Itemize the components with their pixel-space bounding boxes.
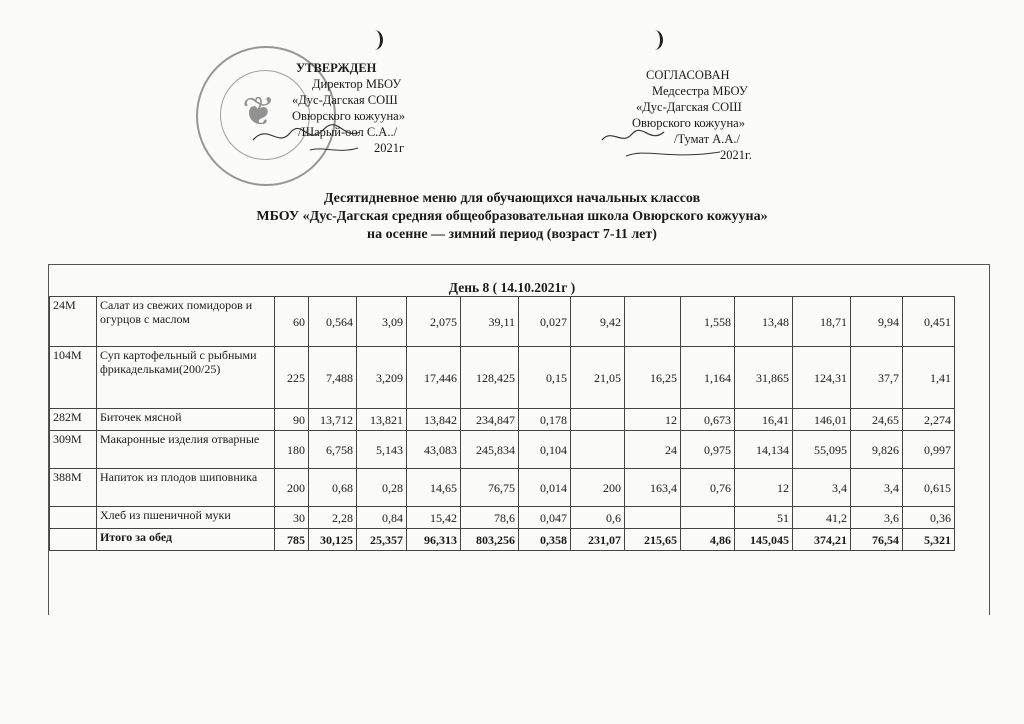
- value-cell: 76,75: [461, 469, 519, 507]
- value-cell: 231,07: [571, 529, 625, 551]
- value-cell: 18,71: [793, 297, 851, 347]
- value-cell: 90: [275, 409, 309, 431]
- value-cell: 78,6: [461, 507, 519, 529]
- value-cell: 13,821: [357, 409, 407, 431]
- dish-name: Итого за обед: [97, 529, 275, 551]
- nurse-signature: [598, 122, 728, 166]
- title-line2: МБОУ «Дус-Дагская средняя общеобразовательная школа Овюрского кожууна»: [256, 209, 768, 224]
- value-cell: 7,488: [309, 347, 357, 409]
- value-cell: 1,164: [681, 347, 735, 409]
- value-cell: [625, 507, 681, 529]
- value-cell: 0,178: [519, 409, 571, 431]
- value-cell: 234,847: [461, 409, 519, 431]
- value-cell: 0,615: [903, 469, 955, 507]
- value-cell: 0,975: [681, 431, 735, 469]
- dish-name: Салат из свежих помидоров и огурцов с маслом: [97, 297, 275, 347]
- value-cell: 245,834: [461, 431, 519, 469]
- value-cell: 17,446: [407, 347, 461, 409]
- value-cell: [625, 297, 681, 347]
- value-cell: 37,7: [851, 347, 903, 409]
- agreement-name: /Тумат А.А./: [674, 132, 740, 146]
- value-cell: 0,027: [519, 297, 571, 347]
- agreement-org-line2: Овюрского кожууна»: [632, 116, 745, 130]
- value-cell: 0,673: [681, 409, 735, 431]
- value-cell: 51: [735, 507, 793, 529]
- value-cell: 24,65: [851, 409, 903, 431]
- value-cell: 0,84: [357, 507, 407, 529]
- value-cell: 39,11: [461, 297, 519, 347]
- value-cell: 200: [571, 469, 625, 507]
- value-cell: 9,826: [851, 431, 903, 469]
- value-cell: 9,94: [851, 297, 903, 347]
- table-row: [50, 469, 955, 507]
- value-cell: 3,209: [357, 347, 407, 409]
- value-cell: 5,143: [357, 431, 407, 469]
- value-cell: 96,313: [407, 529, 461, 551]
- value-cell: 30,125: [309, 529, 357, 551]
- value-cell: 3,4: [851, 469, 903, 507]
- value-cell: 146,01: [793, 409, 851, 431]
- official-stamp: ❦: [196, 46, 336, 186]
- value-cell: 9,42: [571, 297, 625, 347]
- value-cell: 180: [275, 431, 309, 469]
- day-heading: День 8 ( 14.10.2021г ): [448, 280, 576, 295]
- director-signature: [248, 118, 368, 158]
- value-cell: 5,321: [903, 529, 955, 551]
- approval-position: Директор МБОУ: [312, 77, 402, 91]
- value-cell: 215,65: [625, 529, 681, 551]
- value-cell: 1,558: [681, 297, 735, 347]
- value-cell: 0,997: [903, 431, 955, 469]
- value-cell: 41,2: [793, 507, 851, 529]
- dish-name: Суп картофельный с рыбными фрикадельками(200/25): [97, 347, 275, 409]
- value-cell: 14,134: [735, 431, 793, 469]
- dish-name: Биточек мясной: [97, 409, 275, 431]
- value-cell: 803,256: [461, 529, 519, 551]
- value-cell: 0,68: [309, 469, 357, 507]
- recipe-code: [50, 529, 97, 551]
- value-cell: 15,42: [407, 507, 461, 529]
- value-cell: 2,28: [309, 507, 357, 529]
- value-cell: 0,358: [519, 529, 571, 551]
- table-row: [50, 507, 955, 529]
- value-cell: 13,842: [407, 409, 461, 431]
- value-cell: 2,075: [407, 297, 461, 347]
- dish-name: Макаронные изделия отварные: [97, 431, 275, 469]
- value-cell: 0,047: [519, 507, 571, 529]
- value-cell: [681, 507, 735, 529]
- value-cell: 0,76: [681, 469, 735, 507]
- table-row: [50, 431, 955, 469]
- value-cell: 13,48: [735, 297, 793, 347]
- value-cell: 0,014: [519, 469, 571, 507]
- value-cell: 12: [735, 469, 793, 507]
- table-row: [50, 347, 955, 409]
- value-cell: 4,86: [681, 529, 735, 551]
- approval-org-line1: «Дус-Дагская СОШ: [292, 93, 398, 107]
- value-cell: [571, 409, 625, 431]
- value-cell: 0,28: [357, 469, 407, 507]
- recipe-code: 282М: [50, 409, 97, 431]
- approval-heading: УТВЕРЖДЕН: [296, 61, 377, 75]
- value-cell: 124,31: [793, 347, 851, 409]
- value-cell: 43,083: [407, 431, 461, 469]
- value-cell: 16,41: [735, 409, 793, 431]
- menu-table: [49, 296, 955, 551]
- value-cell: 145,045: [735, 529, 793, 551]
- document-title: [0, 190, 1024, 244]
- table-row: [50, 297, 955, 347]
- value-cell: 3,4: [793, 469, 851, 507]
- value-cell: 25,357: [357, 529, 407, 551]
- value-cell: 0,36: [903, 507, 955, 529]
- value-cell: 128,425: [461, 347, 519, 409]
- value-cell: 14,65: [407, 469, 461, 507]
- table-row: [50, 409, 955, 431]
- value-cell: 31,865: [735, 347, 793, 409]
- dish-name: Хлеб из пшеничной муки: [97, 507, 275, 529]
- value-cell: 785: [275, 529, 309, 551]
- value-cell: 0,451: [903, 297, 955, 347]
- total-row: [50, 529, 955, 551]
- approval-org-line2: Овюрского кожууна»: [292, 109, 405, 123]
- title-line1: Десятидневное меню для обучающихся начальных классов: [323, 191, 701, 206]
- value-cell: 55,095: [793, 431, 851, 469]
- value-cell: [571, 431, 625, 469]
- recipe-code: [50, 507, 97, 529]
- agreement-heading: СОГЛАСОВАН: [646, 68, 730, 82]
- value-cell: 1,41: [903, 347, 955, 409]
- value-cell: 374,21: [793, 529, 851, 551]
- value-cell: 0,6: [571, 507, 625, 529]
- punch-hole-left: [366, 30, 383, 50]
- value-cell: 30: [275, 507, 309, 529]
- agreement-year: 2021г.: [720, 148, 752, 162]
- value-cell: 0,104: [519, 431, 571, 469]
- value-cell: 0,564: [309, 297, 357, 347]
- value-cell: 76,54: [851, 529, 903, 551]
- dish-name: Напиток из плодов шиповника: [97, 469, 275, 507]
- agreement-position: Медсестра МБОУ: [652, 84, 748, 98]
- value-cell: 225: [275, 347, 309, 409]
- value-cell: 3,09: [357, 297, 407, 347]
- approval-name: /Шарый-оол С.А../: [298, 125, 398, 139]
- title-line3: на осенне — зимний период (возраст 7-11 лет): [367, 227, 657, 242]
- value-cell: 2,274: [903, 409, 955, 431]
- value-cell: 21,05: [571, 347, 625, 409]
- value-cell: 0,15: [519, 347, 571, 409]
- recipe-code: 24М: [50, 297, 97, 347]
- value-cell: 200: [275, 469, 309, 507]
- value-cell: 3,6: [851, 507, 903, 529]
- value-cell: 24: [625, 431, 681, 469]
- value-cell: 6,758: [309, 431, 357, 469]
- value-cell: 16,25: [625, 347, 681, 409]
- recipe-code: 309М: [50, 431, 97, 469]
- value-cell: 13,712: [309, 409, 357, 431]
- agreement-org-line1: «Дус-Дагская СОШ: [636, 100, 742, 114]
- value-cell: 163,4: [625, 469, 681, 507]
- value-cell: 60: [275, 297, 309, 347]
- value-cell: 12: [625, 409, 681, 431]
- recipe-code: 104М: [50, 347, 97, 409]
- approval-year: 2021г: [374, 141, 405, 155]
- recipe-code: 388М: [50, 469, 97, 507]
- punch-hole-right: [646, 30, 663, 50]
